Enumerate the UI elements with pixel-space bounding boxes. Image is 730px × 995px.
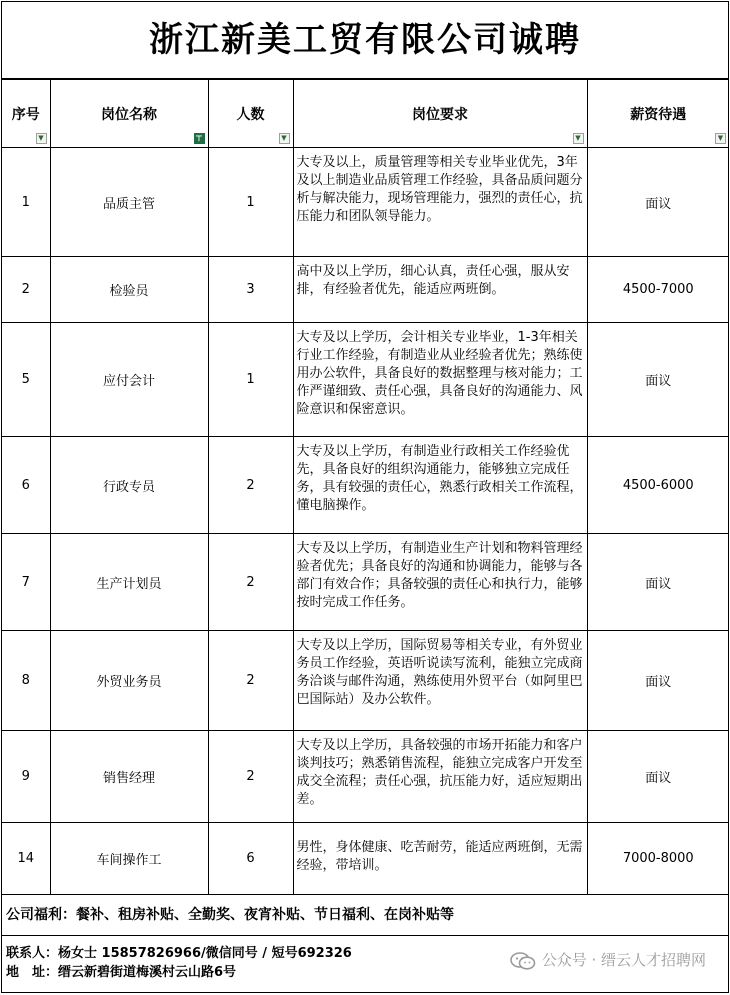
filter-icon[interactable]: ⊤	[195, 134, 203, 143]
cell-no: 1	[2, 148, 50, 257]
cell-salary: 4500-6000	[587, 437, 729, 534]
cell-requirements: 大专及以上学历，国际贸易等相关专业，有外贸业务员工作经验，英语听说读写流利，能独立完成商务洽谈与邮件沟通，熟练使用外贸平台（如阿里巴巴国际站）及办公软件。	[293, 631, 587, 731]
cell-position: 检验员	[50, 257, 208, 323]
table-row	[2, 731, 729, 823]
table-row	[2, 323, 729, 437]
header-count: 人数 ▼	[208, 80, 293, 148]
jobs-table	[2, 79, 729, 895]
cell-count: 2	[208, 631, 293, 731]
cell-count: 2	[208, 437, 293, 534]
cell-requirements: 大专及以上学历，有制造业行政相关工作经验优先，具备良好的组织沟通能力，能够独立完成任务，具有较强的责任心，熟悉行政相关工作流程，懂电脑操作。	[293, 437, 587, 534]
cell-no: 14	[2, 823, 50, 895]
cell-count: 1	[208, 323, 293, 437]
cell-no: 7	[2, 534, 50, 631]
cell-salary: 面议	[587, 534, 729, 631]
cell-salary: 面议	[587, 323, 729, 437]
company-address: 地 址：缙云新碧街道梅溪村云山路6号	[6, 965, 237, 980]
cell-count: 3	[208, 257, 293, 323]
table-header-row	[2, 80, 729, 148]
cell-requirements: 大专及以上学历，会计相关专业毕业，1-3年相关行业工作经验，有制造业从业经验者优先；熟练使用办公软件，具备良好的数据整理与核对能力；工作严谨细致、责任心强，具备良好的沟通能力、风险意识和保密意识。	[293, 323, 587, 437]
chevron-down-icon[interactable]: ▼	[715, 133, 726, 144]
cell-position: 车间操作工	[50, 823, 208, 895]
cell-no: 2	[2, 257, 50, 323]
cell-position: 品质主管	[50, 148, 208, 257]
table-row	[2, 823, 729, 895]
table-row	[2, 437, 729, 534]
cell-requirements: 大专及以上学历，有制造业生产计划和物料管理经验者优先；具备良好的沟通和协调能力，能够与各部门有效合作；具备较强的责任心和执行力，能够按时完成工作任务。	[293, 534, 587, 631]
page-title: 浙江新美工贸有限公司诚聘	[2, 2, 728, 79]
cell-position: 行政专员	[50, 437, 208, 534]
cell-requirements: 男性，身体健康、吃苦耐劳，能适应两班倒，无需经验，带培训。	[293, 823, 587, 895]
company-benefits: 公司福利：餐补、租房补贴、全勤奖、夜宵补贴、节日福利、在岗补贴等	[2, 895, 728, 936]
cell-salary: 4500-7000	[587, 257, 729, 323]
chevron-down-icon[interactable]: ▼	[279, 133, 290, 144]
recruitment-sheet	[1, 1, 729, 993]
cell-count: 6	[208, 823, 293, 895]
header-salary: 薪资待遇 ▼	[587, 80, 729, 148]
table-row	[2, 257, 729, 323]
cell-count: 2	[208, 731, 293, 823]
cell-salary: 7000-8000	[587, 823, 729, 895]
cell-requirements: 大专及以上学历，具备较强的市场开拓能力和客户谈判技巧；熟悉销售流程，能独立完成客户开发至成交全流程；责任心强，抗压能力好，适应短期出差。	[293, 731, 587, 823]
chevron-down-icon[interactable]: ▼	[573, 133, 584, 144]
cell-no: 6	[2, 437, 50, 534]
table-row	[2, 631, 729, 731]
header-position: 岗位名称 ⊤	[50, 80, 208, 148]
watermark	[510, 951, 706, 970]
cell-salary: 面议	[587, 148, 729, 257]
contact-section	[2, 936, 728, 982]
cell-requirements: 高中及以上学历，细心认真，责任心强，服从安排，有经验者优先，能适应两班倒。	[293, 257, 587, 323]
watermark-text: 公众号 · 缙云人才招聘网	[541, 951, 706, 969]
cell-salary: 面议	[587, 631, 729, 731]
cell-position: 外贸业务员	[50, 631, 208, 731]
cell-salary: 面议	[587, 731, 729, 823]
header-no: 序号 ▼	[2, 80, 50, 148]
table-row	[2, 534, 729, 631]
contact-person: 联系人：杨女士 15857826966/微信同号 / 短号692326	[6, 946, 352, 961]
cell-position: 销售经理	[50, 731, 208, 823]
header-requirements: 岗位要求 ▼	[293, 80, 587, 148]
cell-requirements: 大专及以上，质量管理等相关专业毕业优先，3年及以上制造业品质管理工作经验，具备品质问题分析与解决能力，现场管理能力，强烈的责任心，抗压能力和团队领导能力。	[293, 148, 587, 257]
cell-no: 5	[2, 323, 50, 437]
table-row	[2, 148, 729, 257]
chevron-down-icon[interactable]: ▼	[36, 133, 47, 144]
cell-count: 1	[208, 148, 293, 257]
cell-no: 9	[2, 731, 50, 823]
cell-position: 应付会计	[50, 323, 208, 437]
wechat-icon	[510, 952, 536, 970]
cell-position: 生产计划员	[50, 534, 208, 631]
cell-count: 2	[208, 534, 293, 631]
cell-no: 8	[2, 631, 50, 731]
